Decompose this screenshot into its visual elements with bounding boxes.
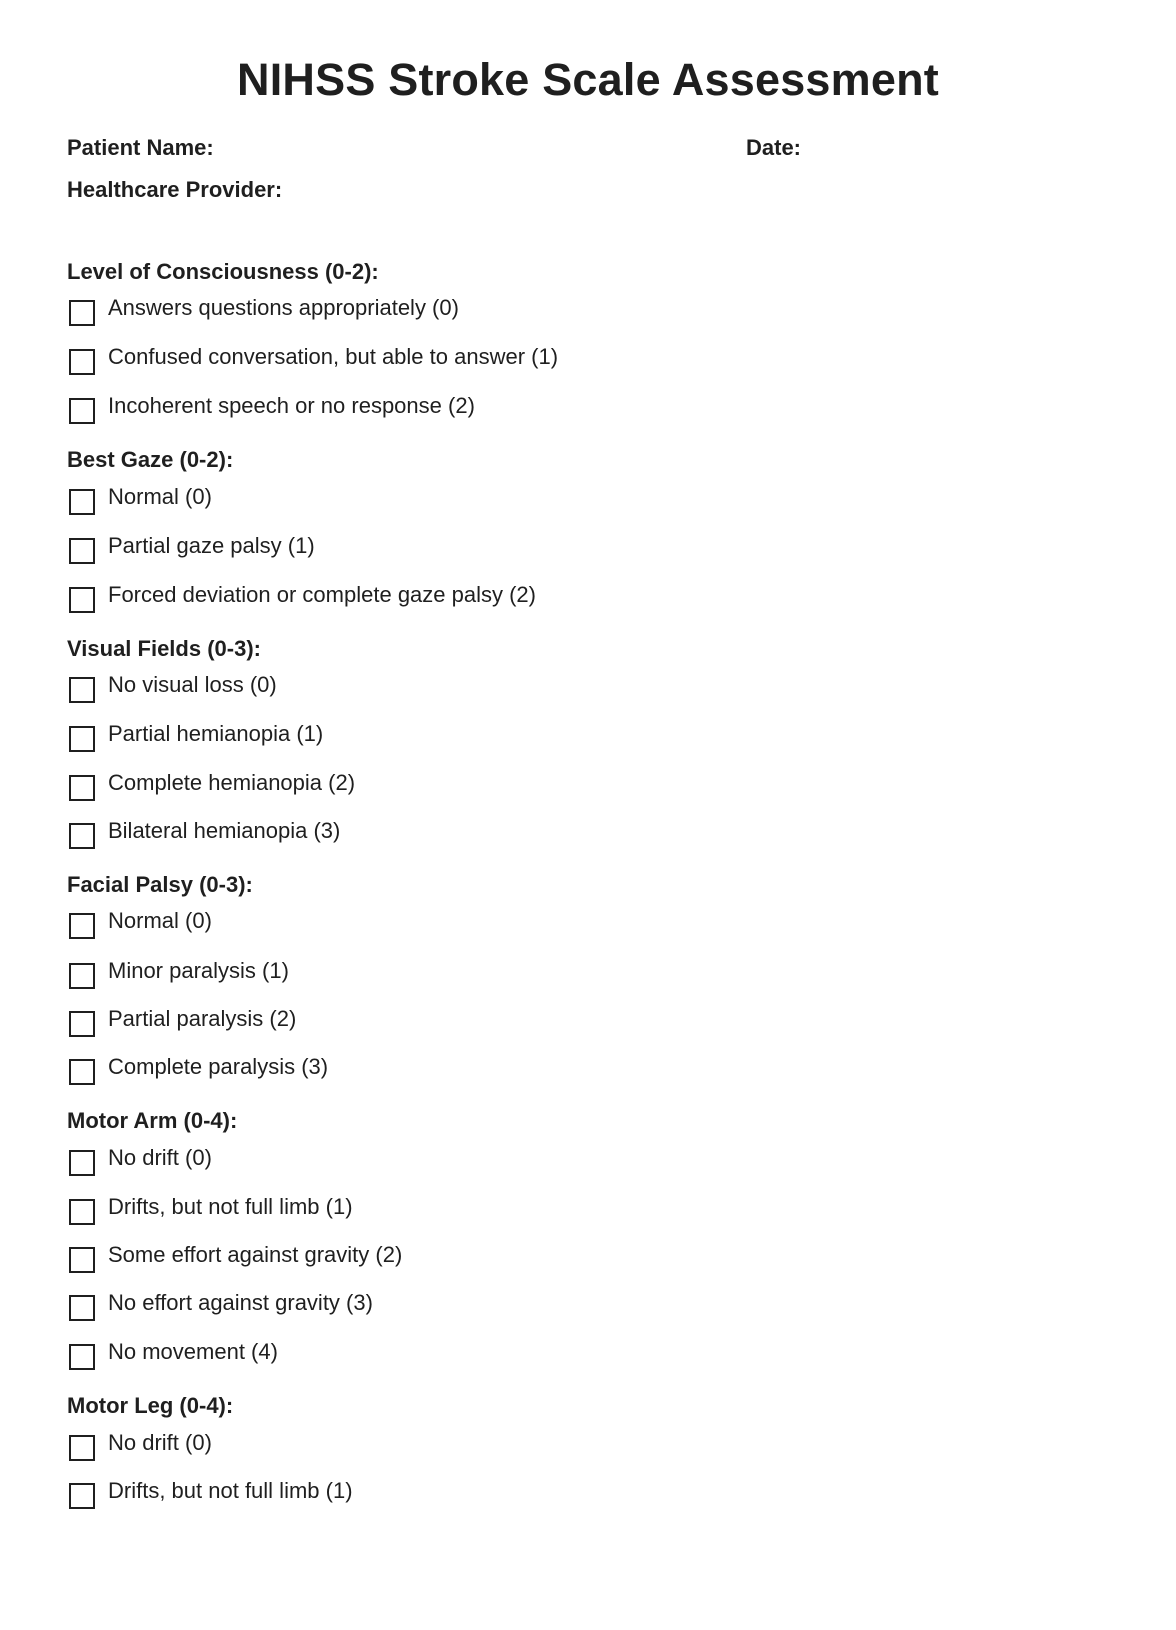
- checkbox[interactable]: [69, 398, 95, 424]
- section-title: Facial Palsy (0-3):: [67, 872, 253, 897]
- date-label: Date:: [746, 135, 802, 160]
- option-label: Confused conversation, but able to answer (1): [108, 344, 559, 369]
- option-label: Incoherent speech or no response (2): [108, 393, 475, 418]
- option-label: No drift (0): [108, 1145, 212, 1170]
- option-label: Minor paralysis (1): [108, 958, 289, 983]
- checkbox[interactable]: [69, 775, 95, 801]
- checkbox[interactable]: [69, 1059, 95, 1085]
- section-title: Visual Fields (0-3):: [67, 636, 261, 661]
- option-label: Answers questions appropriately (0): [108, 295, 459, 320]
- checkbox[interactable]: [69, 823, 95, 849]
- option-label: Partial paralysis (2): [108, 1006, 297, 1031]
- section-title: Level of Consciousness (0-2):: [67, 259, 379, 284]
- option-label: No effort against gravity (3): [108, 1290, 373, 1315]
- patient-name-label: Patient Name:: [67, 135, 214, 160]
- checkbox[interactable]: [69, 677, 95, 703]
- option-label: Bilateral hemianopia (3): [108, 818, 341, 843]
- page-title: NIHSS Stroke Scale Assessment: [237, 54, 939, 105]
- option-label: Forced deviation or complete gaze palsy (2): [108, 582, 536, 607]
- option-label: Drifts, but not full limb (1): [108, 1194, 353, 1219]
- checkbox[interactable]: [69, 300, 95, 326]
- option-label: Some effort against gravity (2): [108, 1242, 403, 1267]
- checkbox[interactable]: [69, 349, 95, 375]
- option-label: No movement (4): [108, 1339, 278, 1364]
- section-title: Motor Leg (0-4):: [67, 1393, 234, 1418]
- checkbox[interactable]: [69, 489, 95, 515]
- healthcare-provider-label: Healthcare Provider:: [67, 177, 283, 202]
- option-label: Complete hemianopia (2): [108, 770, 356, 795]
- checkbox[interactable]: [69, 1199, 95, 1225]
- checkbox[interactable]: [69, 963, 95, 989]
- checkbox[interactable]: [69, 538, 95, 564]
- option-label: Normal (0): [108, 908, 212, 933]
- option-label: Normal (0): [108, 484, 212, 509]
- checkbox[interactable]: [69, 1344, 95, 1370]
- option-label: No visual loss (0): [108, 672, 277, 697]
- checkbox[interactable]: [69, 1150, 95, 1176]
- section-title: Motor Arm (0-4):: [67, 1108, 238, 1133]
- checkbox[interactable]: [69, 1011, 95, 1037]
- option-label: No drift (0): [108, 1430, 212, 1455]
- checkbox[interactable]: [69, 1247, 95, 1273]
- option-label: Drifts, but not full limb (1): [108, 1478, 353, 1503]
- option-label: Partial hemianopia (1): [108, 721, 324, 746]
- checkbox[interactable]: [69, 726, 95, 752]
- section-title: Best Gaze (0-2):: [67, 447, 234, 472]
- checkbox[interactable]: [69, 1435, 95, 1461]
- checkbox[interactable]: [69, 913, 95, 939]
- option-label: Partial gaze palsy (1): [108, 533, 315, 558]
- checkbox[interactable]: [69, 587, 95, 613]
- checkbox[interactable]: [69, 1483, 95, 1509]
- checkbox[interactable]: [69, 1295, 95, 1321]
- option-label: Complete paralysis (3): [108, 1054, 329, 1079]
